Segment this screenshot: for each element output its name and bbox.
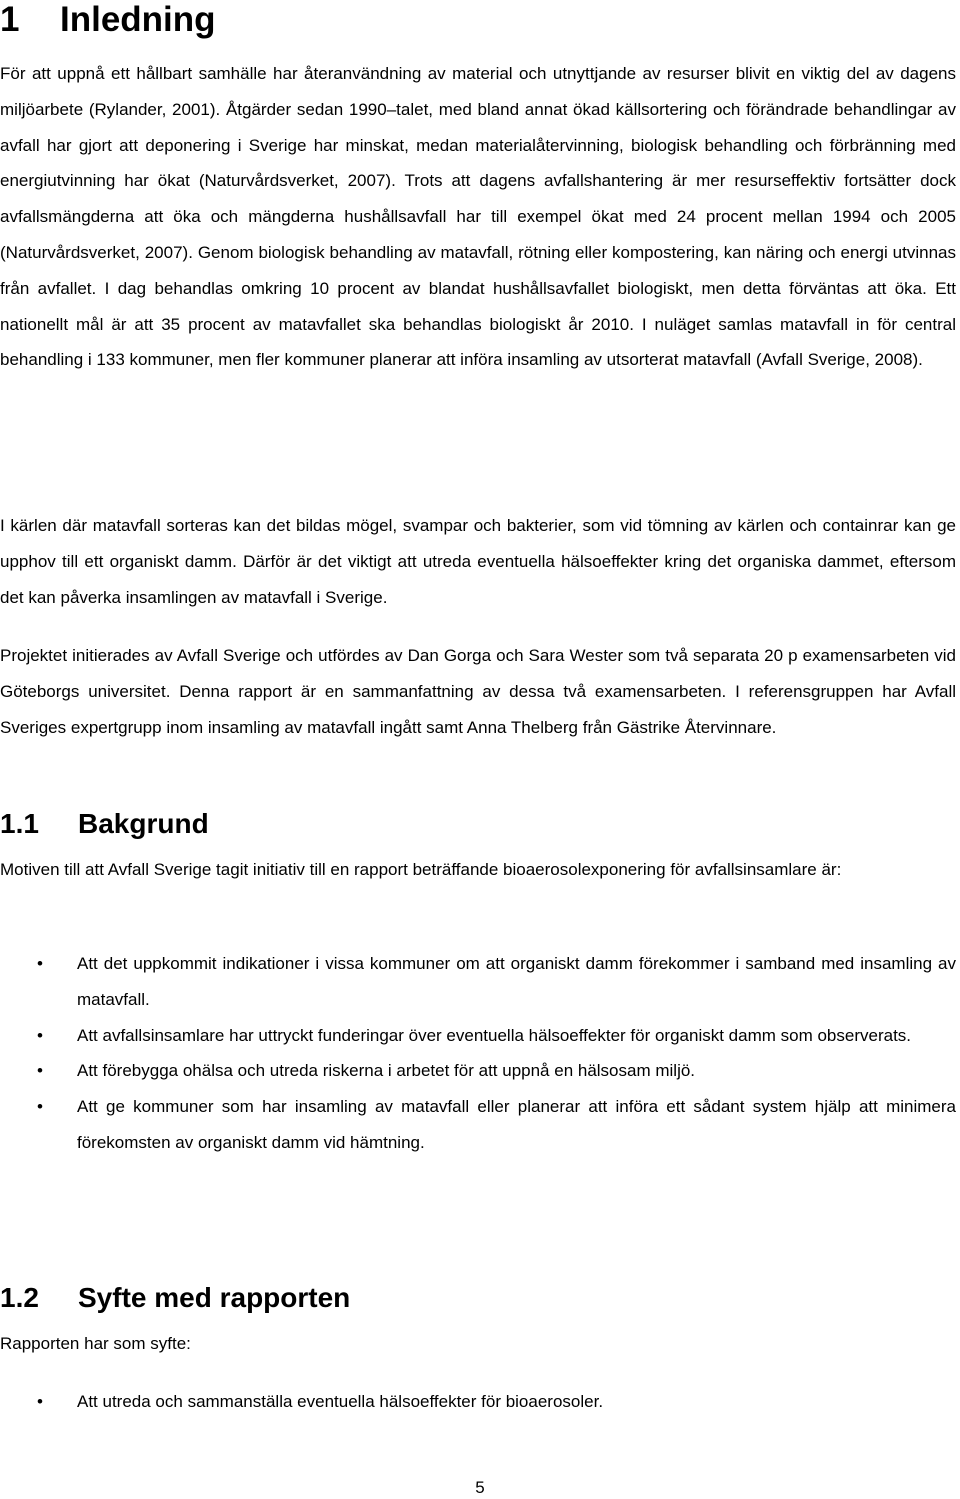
list-item-text: Att förebygga ohälsa och utreda riskerna i arbetet för att uppnå en hälsosam miljö.: [77, 1061, 696, 1081]
section-1-paragraph-3: Projektet initierades av Avfall Sverige och utfördes av Dan Gorga och Sara Wester som två separata 20 p examensarbeten vid Göteborgs universitet. Denna rapport är en sammanfattning av dessa två examensarbeten. I referensgruppen har Avfall Sveriges expertgrupp inom insamling av matavfall ingått samt Anna Thelberg från Gästrike Återvinnare.: [0, 646, 956, 737]
bullet-icon: •: [37, 954, 43, 973]
list-item-text: Att avfallsinsamlare har uttryckt funderingar över eventuella hälsoeffekter för organiskt damm som observerats.: [77, 1025, 912, 1045]
section-1-2-number: 1.2: [0, 1282, 39, 1313]
list-item-text: Att ge kommuner som har insamling av matavfall eller planerar att införa ett sådant system hjälp att minimera förekomsten av organiskt damm vid hämtning.: [77, 1097, 956, 1152]
section-1-1-number: 1.1: [0, 808, 39, 839]
section-1-1-intro: Motiven till att Avfall Sverige tagit initiativ till en rapport beträffande bioaerosolexponering för avfallsinsamlare är:: [0, 860, 842, 879]
section-1-1-title: Bakgrund: [78, 808, 209, 839]
section-1-2-title: Syfte med rapporten: [78, 1282, 351, 1313]
list-item: [0, 946, 956, 1018]
section-1-2-bullet-list: [0, 1384, 956, 1420]
list-item: [0, 1018, 956, 1054]
list-item: [0, 1053, 956, 1089]
list-item: [0, 1384, 956, 1420]
bullet-icon: •: [37, 1392, 43, 1411]
section-1-number: 1: [0, 0, 20, 39]
section-1-heading: [0, 0, 216, 40]
list-item-text: Att utreda och sammanställa eventuella hälsoeffekter för bioaerosoler.: [77, 1392, 604, 1411]
section-1-2-heading: [0, 1282, 350, 1314]
section-1-title: Inledning: [60, 0, 216, 39]
bullet-icon: •: [37, 1061, 43, 1081]
list-item-text: Att det uppkommit indikationer i vissa kommuner om att organiskt damm förekommer i samband med insamling av matavfall.: [77, 954, 956, 1009]
section-1-paragraph-1: För att uppnå ett hållbart samhälle har återanvändning av material och utnyttjande av resurser blivit en viktig del av dagens miljöarbete (Rylander, 2001). Åtgärder sedan 1990–talet, med bland annat ökad källsortering och förändrade behandlingar av avfall har gjort att deponering i Sverige har minskat, medan materialåtervinning, biologisk behandling och förbränning med energiutvinning har ökat (Naturvårdsverket, 2007). Trots att dagens avfallshantering är mer resurseffektiv fortsätter dock avfallsmängderna att öka och mängderna hushållsavfall har till exempel ökat med 24 procent mellan 1994 och 2005 (Naturvårdsverket, 2007). Genom biologisk behandling av matavfall, rötning eller kompostering, kan näring och energi utvinnas från avfallet. I dag behandlas omkring 10 procent av blandat hushållsavfallet biologiskt, men detta förväntas att öka. Ett nationellt mål är att 35 procent av matavfallet ska behandlas biologiskt år 2010. I nuläget samlas matavfall in för central behandling i 133 kommuner, men fler kommuner planerar att införa insamling av utsorterat matavfall (Avfall Sverige, 2008).: [0, 64, 956, 370]
bullet-icon: •: [37, 1097, 43, 1117]
section-1-1-heading: [0, 808, 209, 840]
page-number: 5: [475, 1478, 485, 1497]
section-1-2-intro: Rapporten har som syfte:: [0, 1334, 191, 1353]
section-1-1-bullet-list: [0, 946, 956, 1161]
list-item: [0, 1089, 956, 1161]
bullet-icon: •: [37, 1025, 43, 1045]
section-1-paragraph-2: I kärlen där matavfall sorteras kan det bildas mögel, svampar och bakterier, som vid tömning av kärlen och containrar kan ge upphov till ett organiskt damm. Därför är det viktigt att utreda eventuella hälsoeffekter kring det organiska dammet, eftersom det kan påverka insamlingen av matavfall i Sverige.: [0, 516, 956, 607]
